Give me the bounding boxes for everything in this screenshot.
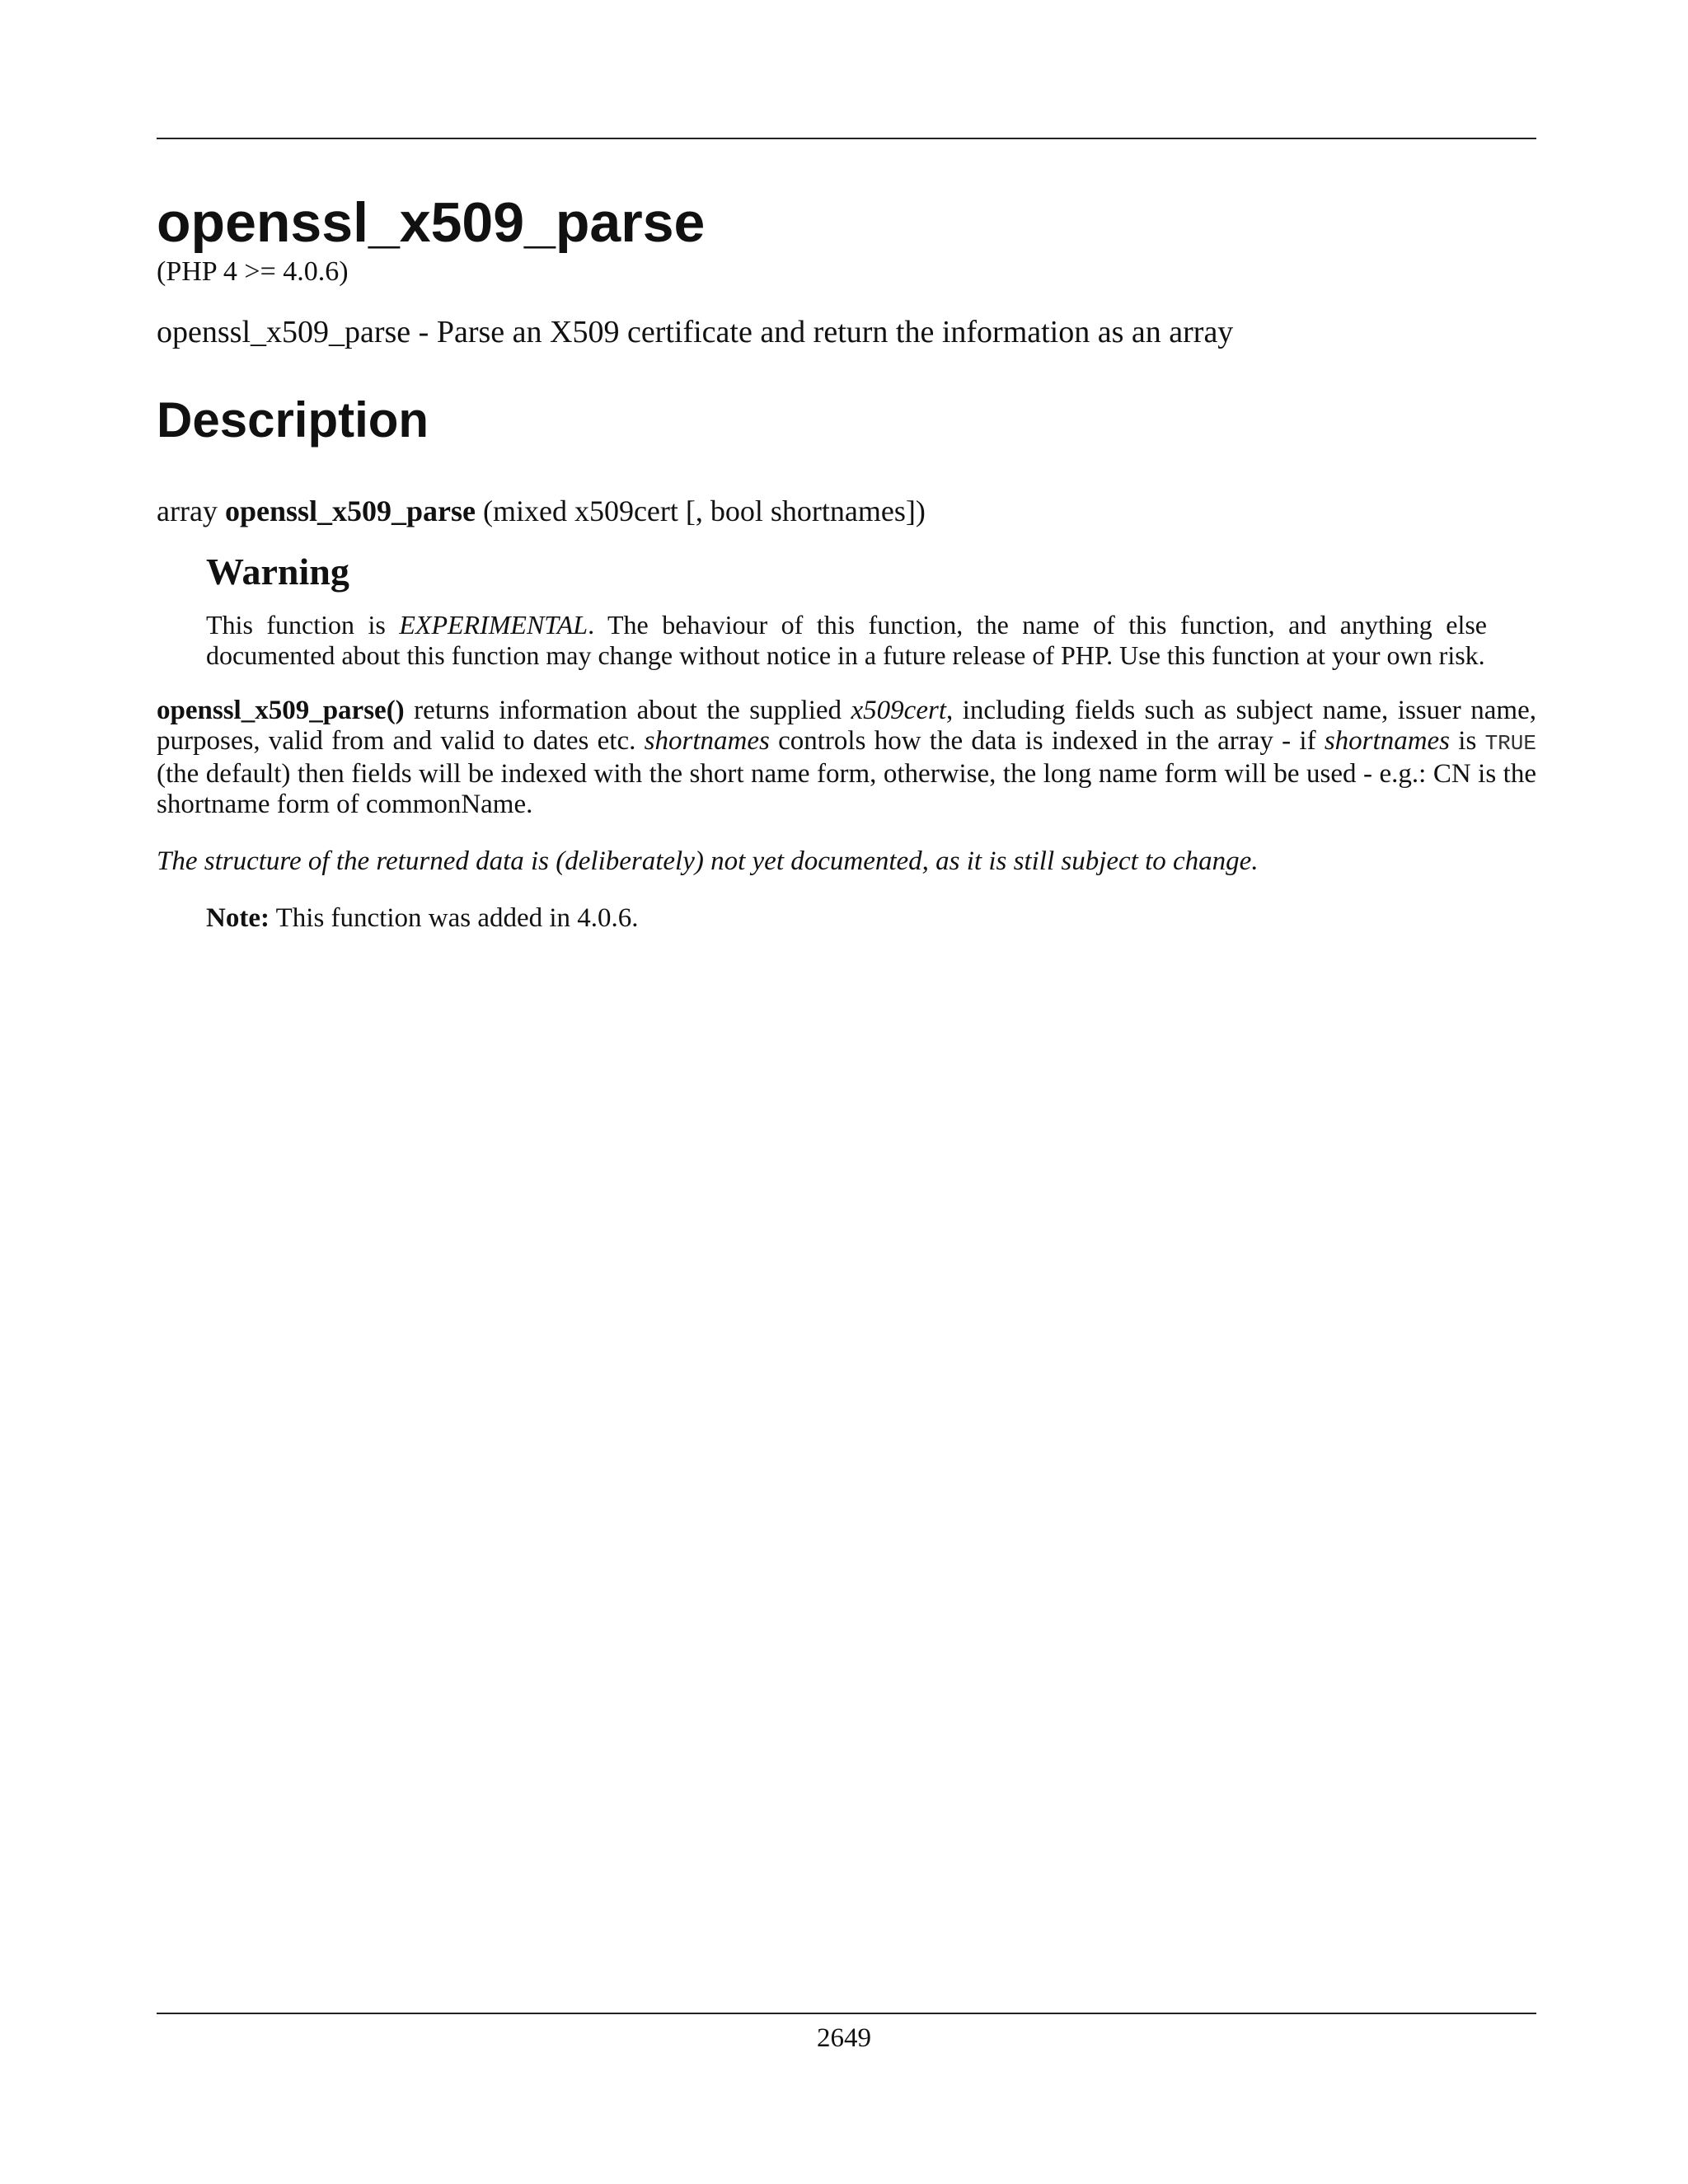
note-text: This function was added in 4.0.6. (269, 903, 639, 933)
return-type: array (157, 494, 218, 527)
param-shortnames: shortnames (644, 726, 770, 756)
page-content (157, 190, 1536, 934)
note-label: Note: (206, 903, 270, 933)
version-info: (PHP 4 >= 4.0.6) (157, 256, 349, 287)
function-ref: openssl_x509_parse() (157, 696, 405, 725)
page-title: openssl_x509_parse (157, 191, 706, 254)
footer-rule (157, 2013, 1536, 2014)
header-rule (157, 138, 1536, 139)
function-name: openssl_x509_parse (224, 494, 476, 527)
function-synopsis (157, 493, 1536, 529)
warning-heading: Warning (206, 551, 349, 593)
constant-true: TRUE (1484, 731, 1536, 756)
note-paragraph (206, 903, 1536, 934)
description-paragraph: openssl_x509_parse() returns information about the supplied x509cert, including fields such as subject name, issuer name, purposes, valid from and valid to dates etc. shortnames controls how the data is indexed in the array - if shortnames is TRUE (the default) then fields will be indexed with the short name form, otherwise, the long name form will be used - e.g.: CN is the shortname form of commonName. (157, 696, 1536, 819)
description-heading: Description (157, 392, 429, 448)
function-params: (mixed x509cert [, bool shortnames]) (482, 494, 926, 527)
page-number: 2649 (817, 2023, 871, 2053)
param-shortnames-ref: shortnames (1324, 726, 1451, 756)
param-x509cert: x509cert (851, 696, 946, 725)
structure-note: The structure of the returned data is (deliberately) not yet documented, as it is still subject to change. (157, 846, 1259, 876)
warning-text: This function is EXPERIMENTAL. The behaviour of this function, the name of this function, and anything else documented about this function may change without notice in a future release of PHP. Use this function at your own risk. (206, 610, 1488, 670)
warning-box (206, 549, 1487, 671)
experimental-emphasis: EXPERIMENTAL (399, 610, 588, 640)
purpose-line: openssl_x509_parse - Parse an X509 certificate and return the information as an array (157, 315, 1234, 349)
